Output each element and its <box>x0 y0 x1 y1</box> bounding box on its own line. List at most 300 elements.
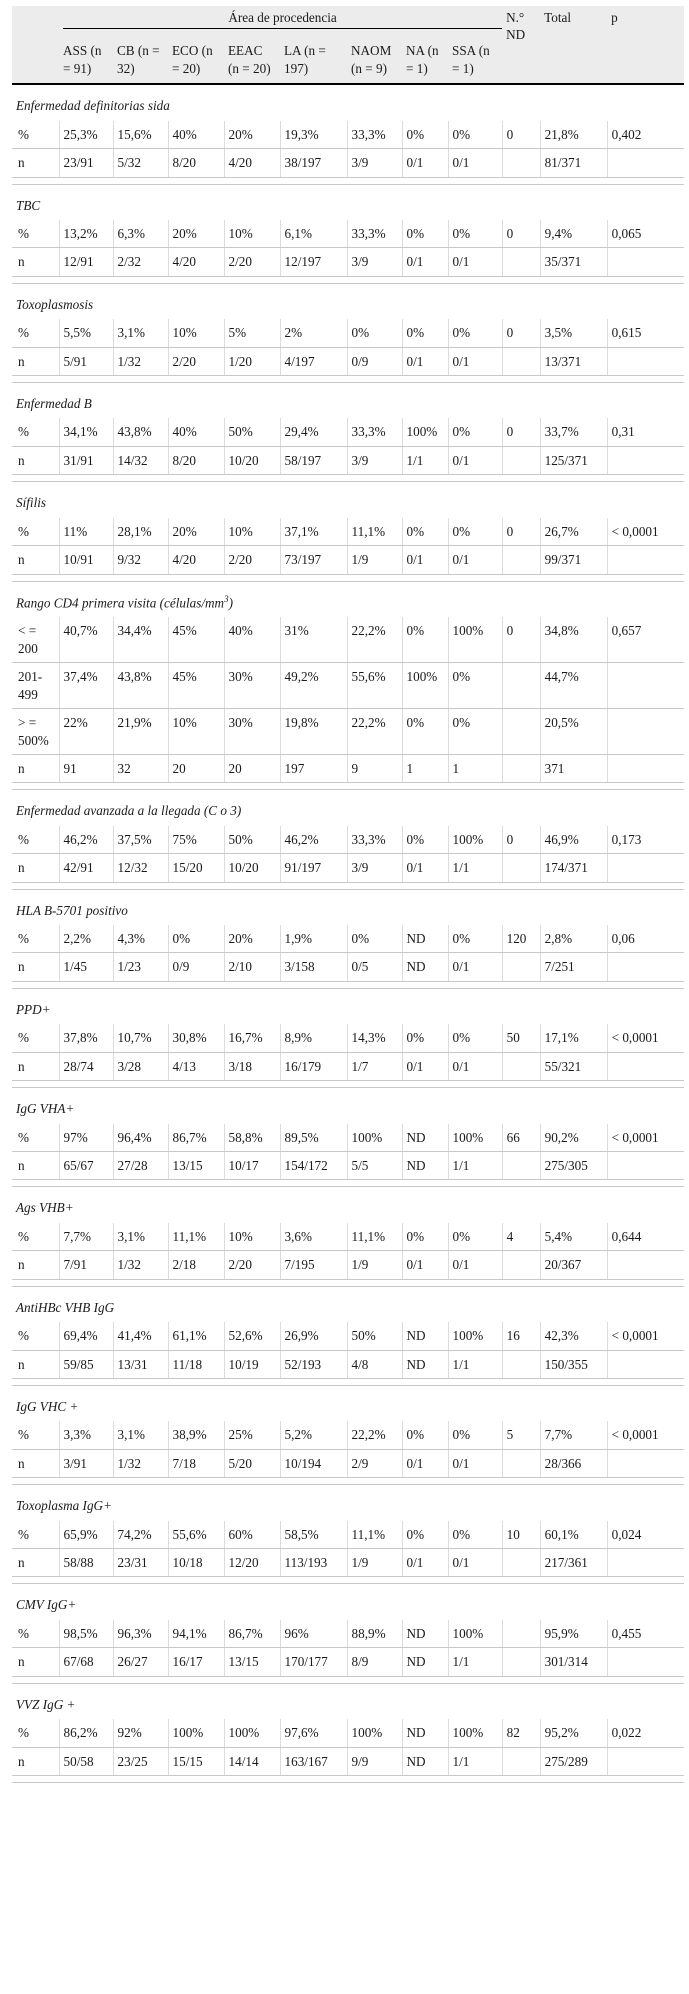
spacer-cell <box>12 1676 684 1683</box>
row-label: 201-499 <box>12 663 59 709</box>
table-cell: 46,2% <box>59 826 113 854</box>
section-title-text: Ags VHB+ <box>16 1200 74 1216</box>
row-label: % <box>12 418 59 446</box>
row-label: n <box>12 347 59 375</box>
table-cell: 100% <box>448 1322 502 1350</box>
table-cell: 91/197 <box>280 854 347 882</box>
table-cell: 25,3% <box>59 121 113 149</box>
table-cell: 1/23 <box>113 953 168 981</box>
table-cell: ND <box>402 1124 448 1152</box>
total-cell: 26,7% <box>540 518 607 546</box>
table-cell: 2/18 <box>168 1251 224 1279</box>
table-cell: 11,1% <box>347 1521 402 1549</box>
data-table <box>12 6 684 1783</box>
section-row <box>12 184 684 220</box>
header-blank-2 <box>12 32 59 84</box>
table-cell: 2% <box>280 319 347 347</box>
table-row <box>12 347 684 375</box>
table-cell: 8/20 <box>168 149 224 177</box>
table-cell: 0% <box>402 617 448 662</box>
section-row <box>12 1584 684 1620</box>
table-cell: 100% <box>448 1124 502 1152</box>
table-cell: 16,7% <box>224 1024 280 1052</box>
section-title-text: IgG VHA+ <box>16 1101 75 1117</box>
table-cell: 100% <box>402 418 448 446</box>
table-cell: 37,1% <box>280 518 347 546</box>
p-cell: < 0,0001 <box>607 1024 684 1052</box>
table-row <box>12 953 684 981</box>
section-title <box>12 283 684 319</box>
table-cell: 12/20 <box>224 1549 280 1577</box>
table-cell: 32 <box>113 754 168 782</box>
section-spacer <box>12 177 684 184</box>
spacer-cell <box>12 1378 684 1385</box>
section-title <box>12 84 684 120</box>
table-cell: 3/18 <box>224 1052 280 1080</box>
table-row <box>12 1024 684 1052</box>
table-cell: 0% <box>448 518 502 546</box>
table-row <box>12 854 684 882</box>
table-cell: 0% <box>402 826 448 854</box>
table-cell: 3/28 <box>113 1052 168 1080</box>
nd-cell: 5 <box>502 1421 540 1449</box>
section-title-text: HLA B-5701 positivo <box>16 902 128 918</box>
section-title-text: PPD+ <box>16 1001 51 1017</box>
table-cell: 1/7 <box>347 1052 402 1080</box>
row-label: n <box>12 149 59 177</box>
total-cell: 371 <box>540 754 607 782</box>
section-row <box>12 1286 684 1322</box>
table-row <box>12 546 684 574</box>
table-cell: 0/1 <box>448 149 502 177</box>
table-row <box>12 248 684 276</box>
p-header: p <box>607 6 684 84</box>
p-cell <box>607 1052 684 1080</box>
nd-cell: 0 <box>502 418 540 446</box>
column-header: NAOM (n = 9) <box>347 32 402 84</box>
table-cell: 52,6% <box>224 1322 280 1350</box>
section-title <box>12 1584 684 1620</box>
table-cell: 33,3% <box>347 121 402 149</box>
p-cell: < 0,0001 <box>607 1124 684 1152</box>
spacer-cell <box>12 1478 684 1485</box>
table-cell: 1 <box>402 754 448 782</box>
total-cell: 150/355 <box>540 1350 607 1378</box>
table-cell: 37,4% <box>59 663 113 709</box>
table-cell: 0/1 <box>448 546 502 574</box>
table-cell: 0/1 <box>402 546 448 574</box>
table-cell: 197 <box>280 754 347 782</box>
column-header: NA (n = 1) <box>402 32 448 84</box>
table-cell: ND <box>402 1747 448 1775</box>
total-cell: 33,7% <box>540 418 607 446</box>
section-title <box>12 184 684 220</box>
table-row <box>12 1549 684 1577</box>
table-cell: 170/177 <box>280 1648 347 1676</box>
table-cell: 5/20 <box>224 1449 280 1477</box>
table-cell: 4/197 <box>280 347 347 375</box>
spacer-cell <box>12 1279 684 1286</box>
table-cell: 86,2% <box>59 1719 113 1747</box>
table-cell: 9 <box>347 754 402 782</box>
row-label: n <box>12 754 59 782</box>
total-cell: 90,2% <box>540 1124 607 1152</box>
table-cell: 100% <box>402 663 448 709</box>
column-header: EEAC (n = 20) <box>224 32 280 84</box>
section-row <box>12 889 684 925</box>
nd-cell <box>502 1549 540 1577</box>
column-header: LA (n = 197) <box>280 32 347 84</box>
table-cell: 4,3% <box>113 925 168 953</box>
table-cell: 5/32 <box>113 149 168 177</box>
row-label: % <box>12 1024 59 1052</box>
table-row <box>12 1719 684 1747</box>
table-cell: 2/10 <box>224 953 280 981</box>
table-cell: 0/1 <box>448 446 502 474</box>
total-cell: 20/367 <box>540 1251 607 1279</box>
table-cell: 4/20 <box>168 546 224 574</box>
table-cell: 0/1 <box>448 953 502 981</box>
total-cell: 35/371 <box>540 248 607 276</box>
table-cell: 45% <box>168 663 224 709</box>
nd-cell: 0 <box>502 220 540 248</box>
nd-cell: 50 <box>502 1024 540 1052</box>
total-cell: 217/361 <box>540 1549 607 1577</box>
table-cell: ND <box>402 1620 448 1648</box>
total-cell: 3,5% <box>540 319 607 347</box>
total-cell: 60,1% <box>540 1521 607 1549</box>
table-row <box>12 1223 684 1251</box>
table-cell: 92% <box>113 1719 168 1747</box>
table-cell: 50% <box>224 826 280 854</box>
p-cell <box>607 149 684 177</box>
table-cell: 12/197 <box>280 248 347 276</box>
section-spacer <box>12 1279 684 1286</box>
table-cell: 10/19 <box>224 1350 280 1378</box>
table-cell: ND <box>402 925 448 953</box>
table-row <box>12 319 684 347</box>
row-label: % <box>12 121 59 149</box>
table-cell: 73/197 <box>280 546 347 574</box>
table-cell: 22,2% <box>347 709 402 755</box>
table-cell: 8/20 <box>168 446 224 474</box>
table-cell: 13/31 <box>113 1350 168 1378</box>
total-header: Total <box>540 6 607 84</box>
table-cell: 5,5% <box>59 319 113 347</box>
table-cell: 5,2% <box>280 1421 347 1449</box>
p-cell: 0,065 <box>607 220 684 248</box>
section-spacer <box>12 574 684 581</box>
table-row <box>12 1350 684 1378</box>
table-cell: 14,3% <box>347 1024 402 1052</box>
spacer-cell <box>12 376 684 383</box>
table-cell: 15/15 <box>168 1747 224 1775</box>
row-label: n <box>12 1747 59 1775</box>
table-cell: 2/32 <box>113 248 168 276</box>
spacer-cell <box>12 177 684 184</box>
row-label: % <box>12 1421 59 1449</box>
table-cell: 94,1% <box>168 1620 224 1648</box>
table-cell: 100% <box>347 1124 402 1152</box>
p-cell: 0,024 <box>607 1521 684 1549</box>
table-cell: 38/197 <box>280 149 347 177</box>
table-cell: 3,1% <box>113 319 168 347</box>
table-cell: 30% <box>224 663 280 709</box>
p-cell <box>607 248 684 276</box>
nd-cell <box>502 854 540 882</box>
section-title-text: AntiHBc VHB IgG <box>16 1299 115 1315</box>
p-cell <box>607 1648 684 1676</box>
section-spacer <box>12 1081 684 1088</box>
table-cell: 20% <box>168 220 224 248</box>
table-row <box>12 709 684 755</box>
spacer-cell <box>12 981 684 988</box>
total-cell: 13/371 <box>540 347 607 375</box>
table-cell: 2/20 <box>224 546 280 574</box>
table-cell: 11,1% <box>168 1223 224 1251</box>
section-row <box>12 1385 684 1421</box>
section-title <box>12 1187 684 1223</box>
section-row <box>12 1187 684 1223</box>
table-row <box>12 1449 684 1477</box>
table-cell: 0/1 <box>402 347 448 375</box>
section-row <box>12 283 684 319</box>
table-cell: 58/88 <box>59 1549 113 1577</box>
total-cell: 275/305 <box>540 1152 607 1180</box>
table-cell: 8/9 <box>347 1648 402 1676</box>
table-cell: 3/9 <box>347 248 402 276</box>
table-cell: 3,3% <box>59 1421 113 1449</box>
section-spacer <box>12 376 684 383</box>
total-cell: 20,5% <box>540 709 607 755</box>
section-title-text: Rango CD4 primera visita (células/mm <box>16 594 225 610</box>
table-cell: 0/9 <box>347 347 402 375</box>
p-cell <box>607 347 684 375</box>
total-cell: 17,1% <box>540 1024 607 1052</box>
section-title <box>12 1385 684 1421</box>
table-cell: 0/1 <box>448 1449 502 1477</box>
table-cell: 0/1 <box>448 347 502 375</box>
total-cell: 46,9% <box>540 826 607 854</box>
table-cell: 0/1 <box>402 854 448 882</box>
table-cell: 10/20 <box>224 854 280 882</box>
spacer-cell <box>12 475 684 482</box>
p-cell <box>607 1747 684 1775</box>
section-title-text: Enfermedad B <box>16 396 92 412</box>
table-cell: 0/1 <box>448 1251 502 1279</box>
table-cell: ND <box>402 1322 448 1350</box>
table-cell: 3,1% <box>113 1421 168 1449</box>
table-cell: 1/9 <box>347 546 402 574</box>
table-cell: 46,2% <box>280 826 347 854</box>
table-cell: 19,3% <box>280 121 347 149</box>
table-cell: 15,6% <box>113 121 168 149</box>
nd-cell <box>502 248 540 276</box>
table-cell: 15/20 <box>168 854 224 882</box>
table-cell: 2/20 <box>224 1251 280 1279</box>
section-title <box>12 383 684 419</box>
table-cell: 0/5 <box>347 953 402 981</box>
table-cell: 30% <box>224 709 280 755</box>
row-label: n <box>12 1052 59 1080</box>
table-cell: 0% <box>448 709 502 755</box>
table-cell: 100% <box>168 1719 224 1747</box>
total-cell: 44,7% <box>540 663 607 709</box>
section-title-superscript: 3 <box>224 593 229 604</box>
section-title <box>12 988 684 1024</box>
table-cell: 11,1% <box>347 518 402 546</box>
section-row <box>12 1088 684 1124</box>
table-cell: 23/91 <box>59 149 113 177</box>
table-cell: 11,1% <box>347 1223 402 1251</box>
table-cell: 1/1 <box>402 446 448 474</box>
table-cell: 10% <box>224 1223 280 1251</box>
total-cell: 174/371 <box>540 854 607 882</box>
section-title-text: CMV IgG+ <box>16 1597 77 1613</box>
table-cell: 20 <box>224 754 280 782</box>
table-row <box>12 1648 684 1676</box>
nd-cell <box>502 754 540 782</box>
section-title <box>12 1286 684 1322</box>
p-cell: 0,173 <box>607 826 684 854</box>
table-cell: 13/15 <box>224 1648 280 1676</box>
nd-cell <box>502 663 540 709</box>
table-cell: 97% <box>59 1124 113 1152</box>
table-cell: 86,7% <box>224 1620 280 1648</box>
table-cell: 2/20 <box>168 347 224 375</box>
row-label: % <box>12 1223 59 1251</box>
column-header: ECO (n = 20) <box>168 32 224 84</box>
table-cell: 113/193 <box>280 1549 347 1577</box>
table-cell: 74,2% <box>113 1521 168 1549</box>
spacer-cell <box>12 1577 684 1584</box>
table-cell: 1/32 <box>113 1449 168 1477</box>
table-cell: 100% <box>448 617 502 662</box>
table-row <box>12 925 684 953</box>
table-cell: 14/32 <box>113 446 168 474</box>
table-cell: 61,1% <box>168 1322 224 1350</box>
p-cell <box>607 854 684 882</box>
table-cell: 40,7% <box>59 617 113 662</box>
table-cell: 30,8% <box>168 1024 224 1052</box>
table-cell: 40% <box>168 121 224 149</box>
nd-cell: 4 <box>502 1223 540 1251</box>
table-cell: 0% <box>448 1521 502 1549</box>
row-label: % <box>12 1620 59 1648</box>
table-cell: 1/9 <box>347 1549 402 1577</box>
nd-cell: 10 <box>502 1521 540 1549</box>
p-cell <box>607 953 684 981</box>
p-cell: < 0,0001 <box>607 1421 684 1449</box>
nd-cell: 82 <box>502 1719 540 1747</box>
table-row <box>12 1052 684 1080</box>
table-cell: 8,9% <box>280 1024 347 1052</box>
p-cell <box>607 1152 684 1180</box>
table-cell: 45% <box>168 617 224 662</box>
table-cell: 33,3% <box>347 826 402 854</box>
spacer-cell <box>12 574 684 581</box>
row-label: % <box>12 1521 59 1549</box>
table-cell: 2,2% <box>59 925 113 953</box>
table-cell: 100% <box>448 1620 502 1648</box>
table-header <box>12 6 684 84</box>
nd-cell <box>502 1350 540 1378</box>
table-cell: 23/31 <box>113 1549 168 1577</box>
table-cell: 16/179 <box>280 1052 347 1080</box>
section-title-text: IgG VHC + <box>16 1398 79 1414</box>
table-cell: 28/74 <box>59 1052 113 1080</box>
p-cell: 0,31 <box>607 418 684 446</box>
total-cell: 81/371 <box>540 149 607 177</box>
table-cell: 1/1 <box>448 1648 502 1676</box>
table-cell: 0/1 <box>448 1052 502 1080</box>
table-cell: 58,8% <box>224 1124 280 1152</box>
table-cell: 89,5% <box>280 1124 347 1152</box>
total-cell: 9,4% <box>540 220 607 248</box>
table-cell: 0% <box>448 925 502 953</box>
table-cell: 11% <box>59 518 113 546</box>
table-cell: 3/91 <box>59 1449 113 1477</box>
table-cell: 96,4% <box>113 1124 168 1152</box>
table-row <box>12 418 684 446</box>
header-blank <box>12 6 59 32</box>
table-row <box>12 1421 684 1449</box>
nd-cell: 0 <box>502 518 540 546</box>
header-row-1 <box>12 6 684 32</box>
row-label: n <box>12 1648 59 1676</box>
table-cell: 67/68 <box>59 1648 113 1676</box>
table-cell: 34,4% <box>113 617 168 662</box>
table-cell: 0/1 <box>402 248 448 276</box>
row-label: % <box>12 826 59 854</box>
spacer-cell <box>12 882 684 889</box>
total-cell: 275/289 <box>540 1747 607 1775</box>
section-row <box>12 581 684 617</box>
section-spacer <box>12 276 684 283</box>
table-row <box>12 220 684 248</box>
nd-cell: 16 <box>502 1322 540 1350</box>
table-cell: 163/167 <box>280 1747 347 1775</box>
nd-cell: 0 <box>502 826 540 854</box>
nd-cell <box>502 709 540 755</box>
table-cell: 1/45 <box>59 953 113 981</box>
total-cell: 95,2% <box>540 1719 607 1747</box>
table-cell: 27/28 <box>113 1152 168 1180</box>
table-cell: 41,4% <box>113 1322 168 1350</box>
spacer-cell <box>12 1180 684 1187</box>
table-cell: 37,5% <box>113 826 168 854</box>
p-cell <box>607 1449 684 1477</box>
table-row <box>12 1152 684 1180</box>
total-cell: 55/321 <box>540 1052 607 1080</box>
total-cell: 21,8% <box>540 121 607 149</box>
section-title <box>12 1088 684 1124</box>
table-cell: 19,8% <box>280 709 347 755</box>
table-cell: 1/1 <box>448 1350 502 1378</box>
row-label: % <box>12 1322 59 1350</box>
section-row <box>12 84 684 120</box>
table-cell: 10/18 <box>168 1549 224 1577</box>
p-cell: 0,402 <box>607 121 684 149</box>
area-header-title: Área de procedencia <box>63 9 502 29</box>
table-cell: 1/32 <box>113 347 168 375</box>
table-row <box>12 617 684 662</box>
table-cell: 6,3% <box>113 220 168 248</box>
row-label: n <box>12 446 59 474</box>
table-cell: 10% <box>168 319 224 347</box>
table-cell: 0% <box>402 121 448 149</box>
row-label: % <box>12 925 59 953</box>
